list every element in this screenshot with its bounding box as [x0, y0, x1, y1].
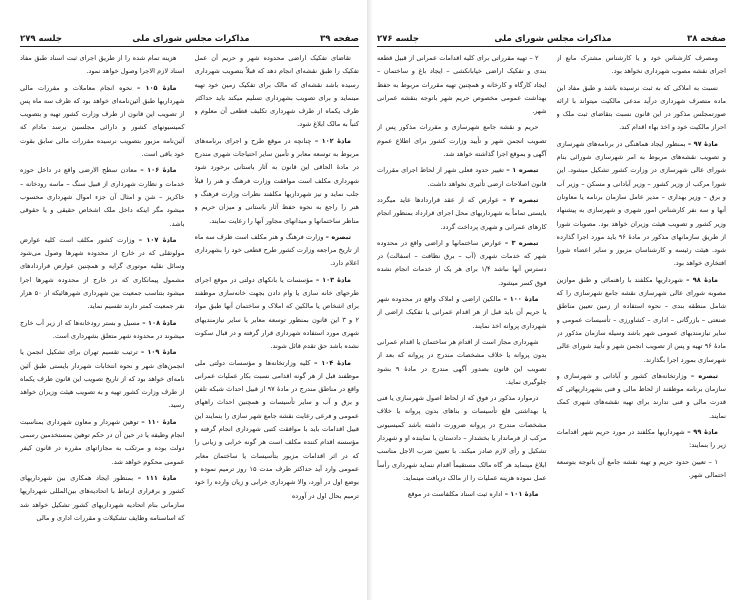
article-paragraph — [377, 237, 547, 290]
article-paragraph — [377, 194, 547, 234]
paragraph-text: چنانچه در موقع طرح و اجرای برنامه‌های مربوط به توسعه معابر و تأمین سایر احتیاجات شهری مندرج در مادهٔ الحاقی این قانون به آثار باستانی برخورد شود شهرداری مکلف است موافقت وزارت فرهنگ و هنر را قبلاً جلب نماید و نیز شهرداریها مکلفند نظرات وزارت فرهنگ و هنر را راجع به نحوه حفظ آثار باستانی و میزان حریم و مناظر ساختمانها و میدانهای مجاور آنها را رعایت نمایند. — [194, 136, 359, 225]
paragraph-text: کلیه وزارتخانه‌ها و مؤسسات دولتی ملی موظفند قبل از هر گونه اقدامی نسبت بکار عملیات عمرانی واقع در مناطق مندرج در مادهٔ ۹۷ از قبیل احداث شبکه تلفن و برق و آب و سایر تأسیسات و همچنین احداث راههای عمومی و فرعی رعایت نقشه جامع شهر سازی را بنمایند این قبیل اقدامات باید با موافقت کتبی شهرداری انجام گرفته و مؤسسه اقدام کننده مکلف است هر گونه خرابی و زیانی را که در اثر اقدامات مزبور بتأسیسات یا ساختمان معابر عمومی وارد آید حداکثر ظرف مدت ۱۵ روز ترمیم نموده و بوضع اول در آورد، والا شهرداری خرابی و زیان وارده را خود ترمیم بحال اول در آورده — [194, 358, 359, 500]
article-heading: مادهٔ ۱۰۷ – — [138, 235, 177, 244]
paragraph-text: معادن سطح الارضی واقع در داخل حوزه خدمات و نظارت شهرداری از قبیل سنگ – ماسه رودخانه – خاکریز – شن و امثال آن جزء اموال شهرداری محسوب میشود مگر اینکه داخل ملک اشخاص حقیقی و یا حقوقی باشد. — [20, 166, 185, 228]
paragraph-text: بمنظور ایجاد هماهنگی در برنامه‌های شهرسازی و تصویب نقشه‌های مربوط به امر شهرسازی شورائی بنام شورای عالی شهرسازی در وزارت کشور تشکیل میشود. این شورا مرکب از وزیر کشور – وزیر آبادانی و مسکن – وزیر آب و برق – وزیر بهداری – مدیر عامل سازمان برنامه یا معاونان آنها و سه نفر کارشناس امور شهری و شهرسازی به پیشنهاد وزیر کشور و تصویب هیئت وزیران خواهد بود. مصوبات شورا از طریق سازمانهای مذکور در مادهٔ ۹۶ باید مورد اجرا گذارده شود. هیئت رئیسه و کارشناسان مزبور و سایر اعضاء شورا افتخاری خواهد بود. — [556, 139, 726, 268]
article-paragraph — [20, 346, 185, 412]
article-heading: مادهٔ ۱۰۲ – — [314, 136, 351, 145]
article-paragraph — [377, 488, 547, 501]
article-heading: مادهٔ ۱۰۳ – — [315, 275, 351, 284]
article-paragraph — [557, 138, 727, 271]
paragraph-text: مالکین اراضی و املاک واقع در محدوده شهر یا حریم آن باید قبل از هر اقدام عمرانی یا تفکیک اراضی از شهرداری پروانه اخذ نمایند. — [377, 295, 547, 330]
body-paragraph — [557, 52, 727, 79]
paragraph-text: نسبت به املاکی که به ثبت نرسیده باشد و طبق مفاد این ماده متصرف شهرداری درآید مدعی مالکیت میتواند با ارائه صورتمجلس مذکور در این قانون نسبت بتقاضای ثبت ملک و احراز مالکیت خود و اخذ بهاء اقدام کند. — [556, 83, 726, 132]
body-paragraph — [377, 336, 547, 389]
right-page-header — [377, 30, 726, 47]
body-paragraph — [557, 456, 727, 483]
left-page-header — [20, 30, 359, 47]
session-number: جلسه ۲۷۶ — [377, 34, 419, 44]
article-paragraph — [20, 82, 185, 162]
body-paragraph — [377, 392, 547, 485]
article-heading: مادهٔ ۹۷ – — [687, 139, 718, 148]
article-paragraph — [195, 135, 360, 228]
article-paragraph — [195, 357, 360, 503]
body-paragraph — [20, 52, 185, 79]
text-column-left — [377, 52, 547, 590]
paragraph-text: وزارت کشور مکلف است کلیه عوارض مولوتقلی که در خارج از محدوده شهرها وصول می‌شود وسائل نقلیه موتوری گرایه و همچنین عوارض قراردادهای مشمول پیمانکاری که در خارج از محدوده شهرها اجرا میشود بتناسب جمعیت بین شهرداری شهرهائیکه از ۵۰ هزار نفر جمعیت کمتر دارند تقسیم نماید. — [20, 235, 185, 311]
right-page — [367, 0, 734, 600]
article-heading: مادهٔ ۱۰۹ – — [140, 348, 177, 357]
article-heading: مادهٔ ۱۰۸ – — [142, 318, 177, 327]
article-heading: مادهٔ ۱۱۱ – — [137, 473, 177, 482]
paragraph-text: ۱ – تعیین حدود حریم و تهیه نقشه جامع آن باتوجه بتوسعه احتمالی شهر. — [556, 457, 726, 479]
body-paragraph — [195, 52, 360, 132]
paragraph-text: درموارد مذکور در فوق که از لحاظ اصول شهرسازی یا فنی یا بهداشتی قلع تأسیسات و بناهای بدون پروانه یا خلاف مشخصات مندرج در پروانه ضرورت داشته باشد کمیسیونی مرکب از فرماندار یا بخشدار – دادستان یا نماینده او و شهردار تشکیل و رأی لازم صادر میکند. با تعیین ضرب الاجل مناسب ابلاغ مینماید هر گاه مالک مستقیماً اقدام ننماید شهرداری رأساً عمل نموده هزینه عملیات را از مالک دریافت مینماید. — [377, 394, 547, 482]
paragraph-text: توهین شهردار و معاون شهرداری بمناسبت انجام وظیفه یا در حین آن در حکم توهین بمستخدمین رسمی دولت بوده و مرتکب به مجازاتهای مقرره در قانون کیفر عمومی محکوم خواهد شد. — [20, 417, 185, 466]
paragraph-text: وزارت فرهنگ و هنر مکلف است ظرف سه ماه از تاریخ مراجعه وزارت کشور طرح قطعی خود را بشهرداری اعلام دارد. — [194, 232, 359, 268]
page-gutter — [367, 0, 373, 600]
paragraph-text: مؤسسات یا بانکهای دولتی در موقع اجرای طرحهای خانه سازی یا وام دادن بجهت خانه‌سازی موظفند برای اشخاص یا مالکین که املاک و ساختمان آنها طبق مواد ۲ و ۳ این قانون بمنظور توسعه معابر یا سایر نیازمندیهای شهری مورد استفاده شهرداری قرار گرفته و در قبال سکوت نشده باشد حق تقدم قائل شوند. — [194, 275, 359, 351]
paragraph-text: نحوه انجام معاملات و مقررات مالی شهرداریها طبق آئین‌نامه‌ای خواهد بود که ظرف سه ماه پس از تصویب این قانون از طرف وزارت کشور تهیه و بتصویب کمیسیونهای کشور و دارائی مجلسین برسد مادام که آئین‌نامه مزبور بتصویب نرسیده مقررات مالی سابق بقوت خود باقی است. — [20, 83, 185, 159]
paragraph-text: ترتیب تقسیم تهران برای تشکیل انجمن یا انجمن‌های شهر و نحوه انتخابات شهردار بایستی طبق آئین نامه‌ای خواهد بود که از تاریخ تصویب این قانون ظرف یکماه از طرف وزارت کشور تهیه و به تصویب هیئت وزیران خواهد رسید. — [20, 348, 185, 410]
text-column-left — [20, 52, 185, 590]
paragraph-text: ۲ – تهیه مقرراتی برای کلیه اقدامات عمرانی از قبیل قطعه بندی و تفکیک اراضی خیابانکشی – ایجاد باغ و ساختمان – ایجاد کارگاه و کارخانه و همچنین تهیه مقررات مربوط به حفظ بهداشت عمومی مخصوص حریم شهر باتوجه بنقشه عمرانی شهر. — [377, 54, 547, 116]
article-paragraph — [20, 234, 185, 314]
article-heading: مادهٔ ۹۸ – — [686, 275, 718, 284]
article-paragraph — [557, 274, 727, 367]
text-column-right — [195, 52, 360, 590]
paragraph-text: تغییر حدود فعلی شهر از لحاظ اجرای مقررات قانون اصلاحات ارضی تأثیری نخواهد داشت. — [377, 166, 547, 188]
publication-title: مذاکرات مجلس شورای ملی — [494, 34, 612, 44]
article-heading: تبصره ۱ – — [506, 166, 539, 175]
page-number: صفحه ۳۹ — [320, 34, 359, 44]
article-paragraph — [557, 370, 727, 423]
body-paragraph — [377, 121, 547, 161]
publication-title: مذاکرات مجلس شورای ملی — [132, 34, 250, 44]
paragraph-text: وزارتخانه‌های کشور و آبادانی و شهرسازی و سازمان برنامه موظفند از لحاظ مالی و فنی بشهرداریهائی که قدرت مالی و فنی ندارند برای تهیه نقشه‌های شهری کمک نمایند. — [556, 371, 726, 420]
article-heading: مادهٔ ۱۱۰ – — [141, 417, 177, 426]
left-page-columns — [20, 52, 359, 590]
paragraph-text: عوارض ساختمانها و اراضی واقع در محدوده شهر که خدمات شهری (آب – برق نظافت – اسفالت) در دسترس آنها نباشد ۱/۴ برای هر یک از خدمات انجام نشده فوق کسر میشود. — [377, 238, 547, 287]
article-paragraph — [195, 274, 360, 354]
article-heading: تبصره ۲ – — [502, 195, 539, 204]
page-number: صفحه ۳۸ — [687, 34, 726, 44]
article-heading: مادهٔ ۱۰۴ – — [314, 358, 351, 367]
article-heading: مادهٔ ۱۰۰ – — [503, 295, 539, 304]
paragraph-text: شهرداری مجاز است از اقدام هر ساختمان یا اقدام عمرانی بدون پروانه یا خلاف مشخصات مندرج در پروانه که بعد از تصویب این قانون بصدور آگهی مندرج در مادهٔ ۹ بشود جلوگیری نماید. — [377, 337, 547, 386]
article-heading: تبصره – — [325, 232, 351, 241]
article-paragraph — [557, 426, 727, 453]
paragraph-text: اداره ثبت اسناد مکلفاست در موقع — [407, 490, 503, 499]
article-paragraph — [195, 231, 360, 271]
session-number: جلسه ۲۷۹ — [20, 34, 62, 44]
right-page-columns — [377, 52, 726, 590]
paragraph-text: شهرداریها مکلفند در مورد حریم شهر اقدامات زیر را بنمایند: — [556, 428, 726, 450]
article-heading: تبصره ۳ – — [504, 238, 539, 247]
article-paragraph — [20, 317, 185, 344]
article-paragraph — [20, 164, 185, 230]
paragraph-text: بمنظور ایجاد همکاری بین شهرداریهای کشور و برقراری ارتباط با اتحادیه‌های بین‌المللی شهرداریها سازمانی بنام اتحادیه شهرداریهای کشور تشکیل خواهد شد که اساسنامه وظایف تشکیلات و مقررات اداری و مالی — [20, 473, 185, 522]
body-paragraph — [377, 52, 547, 118]
article-heading: مادهٔ ۱۰۶ – — [140, 166, 177, 175]
paragraph-text: تقاضای تفکیک اراضی محدوده شهر و حریم آن عمل تفکیک را طبق نقشه‌ای انجام دهد که قبلاً بتصویب شهرداری رسیده باشد نقشه‌ای که مالک برای تفکیک زمین خود تهیه مینماید و برای تصویب بشهرداری تسلیم میکند باید حداکثر ظرف یکماه از طرف شهرداری تکلیف قطعی آن معلوم و کتباً به مالک ابلاغ شود. — [194, 54, 359, 129]
article-heading: مادهٔ ۹۹ – — [687, 428, 718, 437]
paragraph-text: ومصرف کارشناس خود و یا کارشناس مشترک مانع از اجرای نقشه مصوب شهرداری نخواهد بود. — [556, 54, 726, 76]
article-paragraph — [377, 164, 547, 191]
article-paragraph — [20, 416, 185, 469]
article-paragraph — [20, 472, 185, 525]
article-heading: مادهٔ ۱۰۱ – — [504, 490, 539, 499]
article-heading: تبصره – — [690, 371, 718, 380]
text-column-right — [557, 52, 727, 590]
paragraph-text: مسیل و بستر رودخانه‌ها که از زیر آب خارج میشوند در محدوده شهر متعلق بشهرداری است. — [20, 318, 185, 340]
article-paragraph — [377, 293, 547, 333]
article-heading: مادهٔ ۱۰۵ – — [136, 83, 177, 92]
paragraph-text: حریم و نقشه جامع شهرسازی و مقررات مذکور پس از تصویب انجمن شهر و تأیید وزارت کشور برای اطلاع عموم آگهی و بموقع اجرا گذاشته خواهد شد. — [377, 123, 547, 159]
paragraph-text: عوارض که از عقد قراردادها عاید میگردد بایستی تماماً به شهرداریهای محل اجرای قرارداد بمنظور انجام کارهای عمرانی و شهری پرداخت گردد. — [377, 195, 547, 231]
paragraph-text: هزینه تمام شده را از طریق اجرای ثبت اسناد طبق مفاد اسناد لازم الاجرا وصول خواهد نمود. — [20, 54, 185, 76]
paragraph-text: شهرداریها مکلفند با راهنمائی و طبق موازین مصوبه شورای عالی شهرسازی نقشه جامع شهرسازی را که شامل منطقه بندی – نحوه استفاده از زمین تعیین مناطق صنعتی – بازرگانی – اداری – کشاورزی – تأسیسات عمومی و سایر نیازمندیهای عمومی شهر باشد وسیله سازمان مذکور در مادهٔ ۹۶ تهیه و پس از تصویب انجمن شهر و تأیید شورای عالی شهرسازی بمورد اجرا بگذارند. — [556, 275, 726, 364]
body-paragraph — [557, 82, 727, 135]
